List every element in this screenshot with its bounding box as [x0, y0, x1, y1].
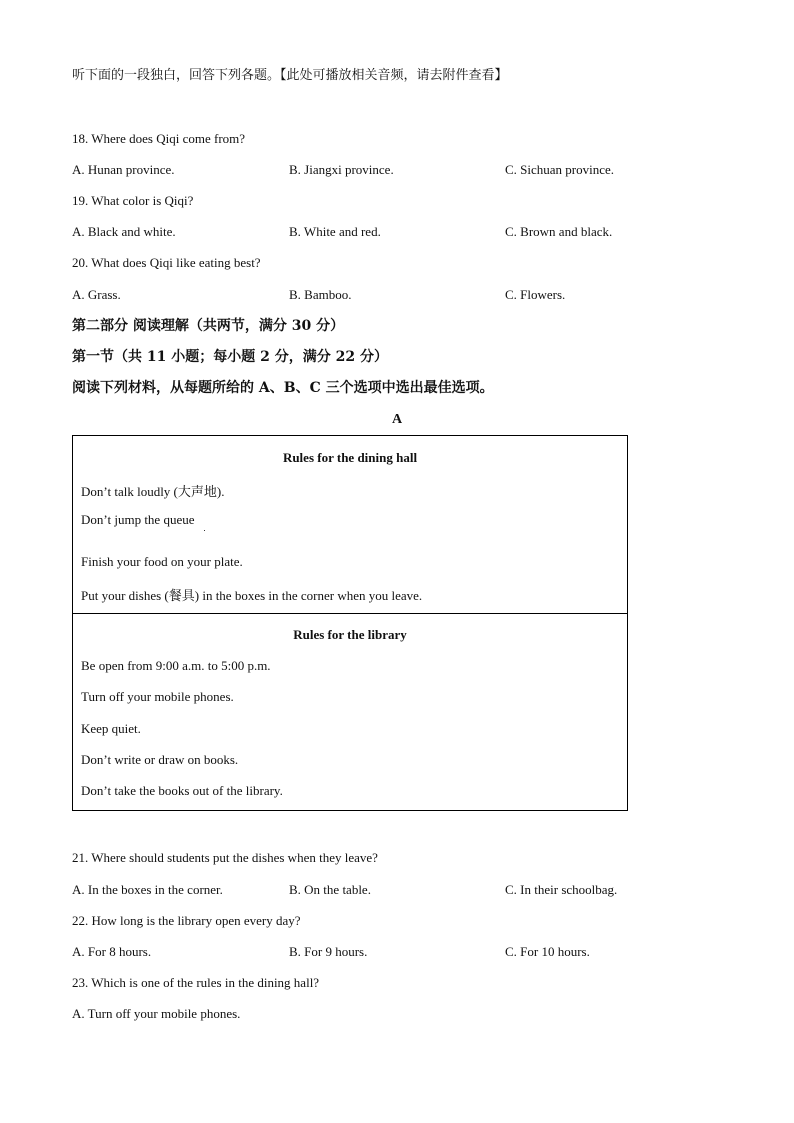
question-21-stem: 21. Where should students put the dishes when they leave? — [72, 850, 378, 865]
library-rule: Be open from 9:00 a.m. to 5:00 p.m. — [81, 658, 271, 673]
question-21-option-b: B. On the table. — [289, 882, 371, 897]
rules-table — [72, 435, 628, 811]
question-18-option-b: B. Jiangxi province. — [289, 162, 394, 177]
library-rules-title: Rules for the library — [293, 627, 407, 642]
question-21-option-a: A. In the boxes in the corner. — [72, 882, 223, 897]
dining-rule: Finish your food on your plate. — [81, 554, 243, 569]
library-rule: Turn off your mobile phones. — [81, 689, 234, 704]
question-18-option-a: A. Hunan province. — [72, 162, 175, 177]
dining-rule: Don’t talk loudly (大声地). — [81, 484, 225, 499]
question-23-option-a: A. Turn off your mobile phones. — [72, 1006, 241, 1021]
dining-rule: Put your dishes (餐具) in the boxes in the corner when you leave. — [81, 588, 423, 603]
question-20-option-c: C. Flowers. — [505, 287, 566, 302]
question-19-option-a: A. Black and white. — [72, 224, 176, 239]
question-22-option-a: A. For 8 hours. — [72, 944, 152, 959]
listening-instruction: 听下面的一段独白，回答下列各题。【此处可播放相关音频，请去附件查看】 — [72, 67, 508, 82]
reading-directions: 阅读下列材料，从每题所给的 A、B、C 三个选项中选出最佳选项。 — [72, 380, 494, 396]
question-18-option-c: C. Sichuan province. — [505, 162, 615, 177]
library-rules — [73, 613, 627, 810]
question-20-option-b: B. Bamboo. — [289, 287, 352, 302]
dining-rule: Don’t jump the queue — [81, 512, 195, 527]
question-22-option-b: B. For 9 hours. — [289, 944, 368, 959]
question-22-stem: 22. How long is the library open every day? — [72, 913, 301, 928]
library-rule: Don’t write or draw on books. — [81, 752, 239, 767]
question-18-stem: 18. Where does Qiqi come from? — [72, 131, 246, 146]
stray-dot-mark — [204, 530, 205, 531]
library-rule: Keep quiet. — [81, 721, 141, 736]
dining-hall-rules-title: Rules for the dining hall — [282, 450, 418, 465]
question-22-option-c: C. For 10 hours. — [505, 944, 590, 959]
passage-label: A — [391, 412, 403, 427]
library-rule: Don’t take the books out of the library. — [81, 783, 283, 798]
question-19-option-b: B. White and red. — [289, 224, 381, 239]
question-20-option-a: A. Grass. — [72, 287, 121, 302]
question-19-stem: 19. What color is Qiqi? — [72, 193, 194, 208]
part-title: 第二部分 阅读理解（共两节，满分 30 分） — [72, 318, 345, 334]
question-21-option-c: C. In their schoolbag. — [505, 882, 618, 897]
dining-hall-rules — [73, 436, 627, 614]
question-20-stem: 20. What does Qiqi like eating best? — [72, 255, 261, 270]
question-23-stem: 23. Which is one of the rules in the dining hall? — [72, 975, 320, 990]
subsection-title: 第一节（共 11 小题；每小题 2 分，满分 22 分） — [72, 349, 388, 365]
question-19-option-c: C. Brown and black. — [505, 224, 613, 239]
